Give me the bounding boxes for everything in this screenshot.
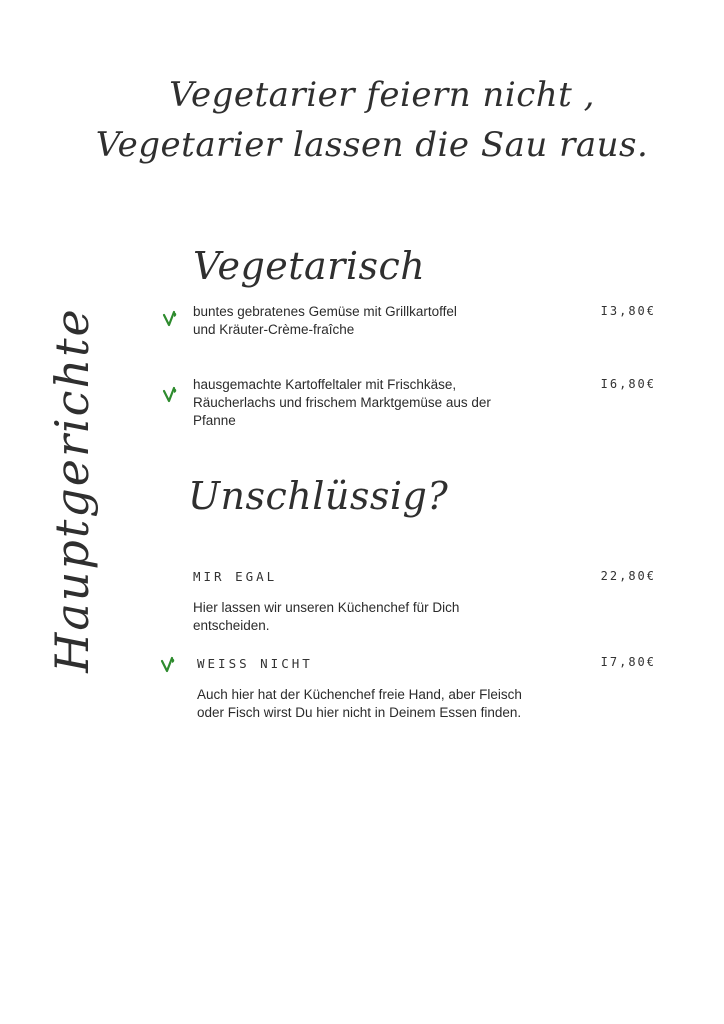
description-line: buntes gebratenes Gemüse mit Grillkartoffel: [193, 304, 457, 319]
headline-line-1: Vegetarier feiern nicht ,: [169, 75, 595, 115]
description-line: hausgemachte Kartoffeltaler mit Frischkäse,: [193, 377, 457, 392]
leaf-v-icon: [160, 656, 176, 674]
description-line: Räucherlachs und frischem Marktgemüse aus der: [193, 395, 491, 410]
description-line: Hier lassen wir unseren Küchenchef für Dich: [193, 600, 460, 615]
menu-item-name: MIR EGAL: [193, 569, 278, 584]
description-line: oder Fisch wirst Du hier nicht in Deinem Essen finden.: [197, 705, 522, 720]
menu-item-description: [193, 599, 459, 635]
description-line: entscheiden.: [193, 618, 270, 633]
menu-item-price: 22,80€: [600, 569, 656, 583]
description-line: Auch hier hat der Küchenchef freie Hand, aber Fleisch: [197, 687, 522, 702]
section-title-vegetarisch: Vegetarisch: [193, 244, 426, 288]
menu-item-description: [193, 376, 491, 430]
menu-item-price: I6,80€: [600, 377, 656, 391]
menu-item-price: I3,80€: [600, 304, 656, 318]
leaf-v-icon: [162, 386, 178, 404]
menu-item-name: WEISS NICHT: [197, 656, 313, 671]
description-line: Pfanne: [193, 413, 236, 428]
leaf-v-icon: [162, 310, 178, 328]
headline: [0, 72, 724, 168]
menu-item-description: [193, 303, 457, 339]
headline-line-2: Vegetarier lassen die Sau raus.: [95, 125, 649, 165]
description-line: und Kräuter-Crème-fraîche: [193, 322, 355, 337]
menu-item-price: I7,80€: [600, 655, 656, 669]
section-title-unschluessig: Unschlüssig?: [188, 474, 449, 518]
side-title: Hauptgerichte: [45, 307, 99, 673]
menu-item-description: [197, 686, 522, 722]
